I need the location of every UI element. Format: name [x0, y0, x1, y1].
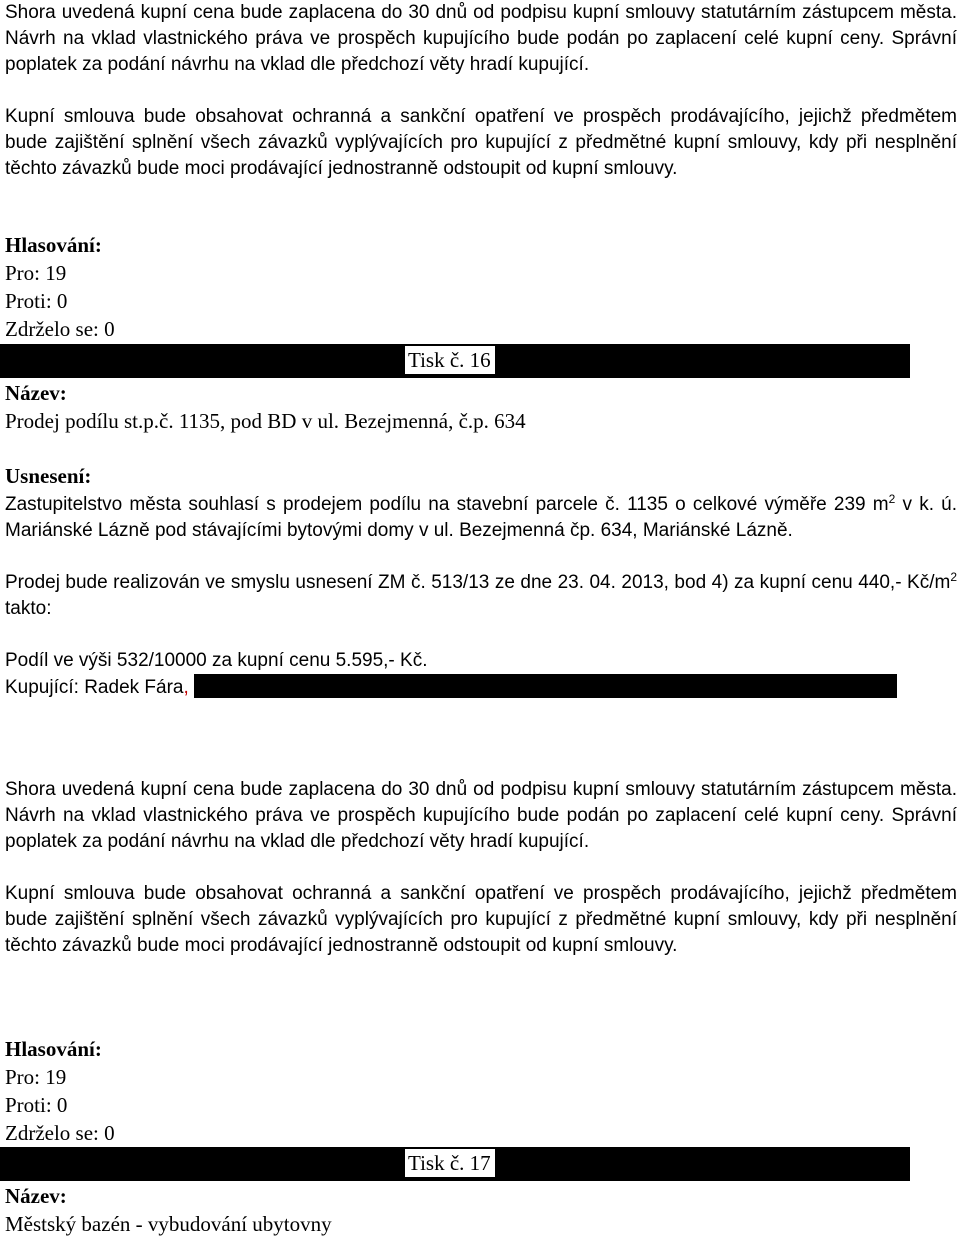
votes-for-2: Pro: 19: [5, 1065, 67, 1089]
print-number-bar: [0, 344, 910, 378]
redacted-personal-data: [194, 674, 897, 698]
voting-block-2: [5, 1035, 957, 1147]
item-name-heading-2: Název:: [5, 1184, 67, 1208]
buyer-label: Kupující: Radek Fára: [5, 677, 184, 698]
sale-terms-text: Prodej bude realizován ve smyslu usnesení ZM č. 513/13 ze dne 23. 04. 2013, bod 4) za kupní cenu 440,- $Kč/m^2$ takto:: [5, 570, 957, 619]
protection-clause-paragraph-2: Kupní smlouva bude obsahovat ochranná a sankční opatření ve prospěch prodávajícího, jejichž předmětem bude zajištění splnění všech závazků vyplývajících pro kupující z předmětné kupní smlouvy, kdy při nesplnění těchto závazků bude moci prodávající jednostranně odstoupit od kupní smlouvy.: [5, 883, 957, 956]
votes-against: Proti: 0: [5, 289, 68, 313]
payment-terms-paragraph: Shora uvedená kupní cena bude zaplacena do 30 dnů od podpisu kupní smlouvy statutárním zástupcem města. Návrh na vklad vlastnického práva ve prospěch kupujícího bude podán po zaplacení celé kupní ceny. Správní poplatek za podání návrhu na vklad dle předchozí věty hradí kupující.: [5, 2, 957, 75]
votes-abstained-2: Zdrželo se: 0: [5, 1121, 115, 1145]
item-name-heading: Název:: [5, 381, 67, 405]
share-price-line: Podíl ve výši 532/10000 za kupní cenu 5.595,- Kč.: [5, 650, 428, 671]
voting-heading: Hlasování:: [5, 233, 102, 257]
buyer-line: [5, 674, 957, 701]
item-name-2: Městský bazén - vybudování ubytovny: [5, 1212, 332, 1236]
votes-abstained: Zdrželo se: 0: [5, 317, 115, 341]
resolution-heading: Usnesení:: [5, 464, 92, 488]
voting-block: [5, 231, 957, 343]
print-number-label: Tisk č. 16: [405, 346, 495, 374]
item-name-section-2: [5, 1182, 957, 1238]
votes-for: Pro: 19: [5, 261, 67, 285]
voting-heading-2: Hlasování:: [5, 1037, 102, 1061]
buyer-comma: ,: [183, 677, 189, 698]
print-number-label-2: Tisk č. 17: [405, 1149, 495, 1177]
item-name: Prodej podílu st.p.č. 1135, pod BD v ul. Bezejmenná, č.p. 634: [5, 409, 526, 433]
item-name-section: [5, 379, 957, 435]
votes-against-2: Proti: 0: [5, 1093, 68, 1117]
protection-clause-paragraph: Kupní smlouva bude obsahovat ochranná a sankční opatření ve prospěch prodávajícího, jejichž předmětem bude zajištění splnění všech závazků vyplývajících pro kupující z předmětné kupní smlouvy, kdy při nesplnění těchto závazků bude moci prodávající jednostranně odstoupit od kupní smlouvy.: [5, 106, 957, 179]
resolution-text: Zastupitelstvo města souhlasí s prodejem podílu na stavební parcele č. 1135 o celkové výměře 239 $m^2$ v k. ú. Mariánské Lázně pod stávajícími bytovými domy v ul. Bezejmenná čp. 634, Mariánské Lázně.: [5, 492, 957, 541]
print-number-bar-2: [0, 1147, 910, 1181]
payment-terms-paragraph-2: Shora uvedená kupní cena bude zaplacena do 30 dnů od podpisu kupní smlouvy statutárním zástupcem města. Návrh na vklad vlastnického práva ve prospěch kupujícího bude podán po zaplacení celé kupní ceny. Správní poplatek za podání návrhu na vklad dle předchozí věty hradí kupující.: [5, 779, 957, 852]
